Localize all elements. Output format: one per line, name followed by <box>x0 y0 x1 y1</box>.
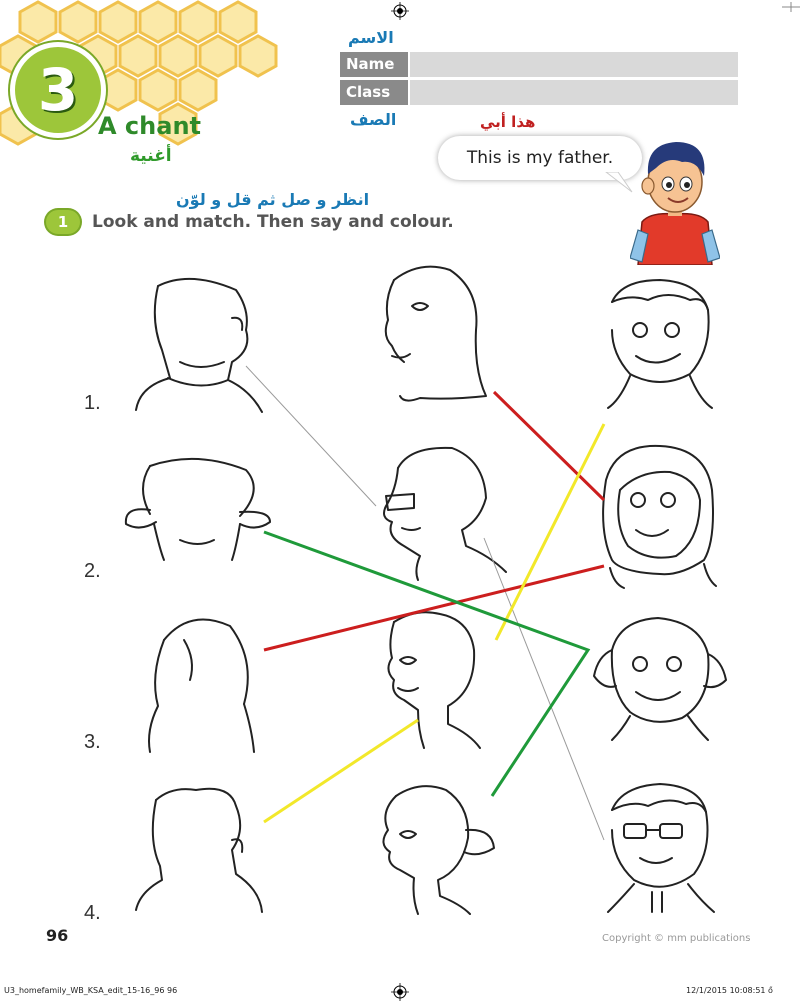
match-line-green <box>264 532 588 796</box>
class-label: Class <box>340 80 408 105</box>
name-label-arabic: الاسم <box>348 28 394 47</box>
unit-number: 3 <box>37 56 79 124</box>
front-father-glasses <box>608 784 714 912</box>
back-of-head-boy <box>136 789 262 912</box>
print-date: 12/1/2015 10:08:51 ő <box>686 986 773 995</box>
row-number-1: 1. <box>84 392 101 414</box>
front-mother-scarf <box>603 446 716 588</box>
speech-bubble-text: This is my father. <box>466 148 614 168</box>
back-of-head-father <box>136 279 262 412</box>
unit-title: A chant <box>98 112 201 140</box>
unit-title-arabic: أغنية <box>130 146 172 166</box>
row-number-4: 4. <box>84 902 101 924</box>
copyright-text: Copyright © mm publications <box>602 933 751 944</box>
class-label-arabic: الصف <box>350 110 397 129</box>
back-of-head-girl-pigtails <box>126 459 270 560</box>
profile-girl-pigtail <box>383 786 494 914</box>
row-number-3: 3. <box>84 731 101 753</box>
print-file-name: U3_homefamily_WB_KSA_edit_15-16_96 96 <box>4 986 178 995</box>
match-line-grey-1 <box>246 366 376 506</box>
profile-father-glasses <box>384 448 506 580</box>
page-number: 96 <box>46 926 69 945</box>
match-line-red-1 <box>494 392 604 500</box>
match-line-yellow-1 <box>496 424 604 640</box>
profile-boy <box>388 612 480 748</box>
registration-mark-icon <box>391 983 409 1001</box>
front-girl-pigtails <box>594 618 726 740</box>
row-number-2: 2. <box>84 560 101 582</box>
front-boy <box>608 280 712 408</box>
match-line-yellow-2 <box>264 720 418 822</box>
instruction-text: Look and match. Then say and colour. <box>92 212 454 232</box>
instruction-arabic: انظر و صل ثم قل و لوّن <box>176 190 370 209</box>
profile-mother-scarf <box>386 267 486 401</box>
exercise-number: 1 <box>57 213 69 231</box>
match-line-grey-2 <box>484 538 604 840</box>
bubble-text-arabic: هذا أبي <box>480 113 536 131</box>
back-of-head-mother-scarf <box>149 620 254 752</box>
name-label: Name <box>340 52 408 77</box>
